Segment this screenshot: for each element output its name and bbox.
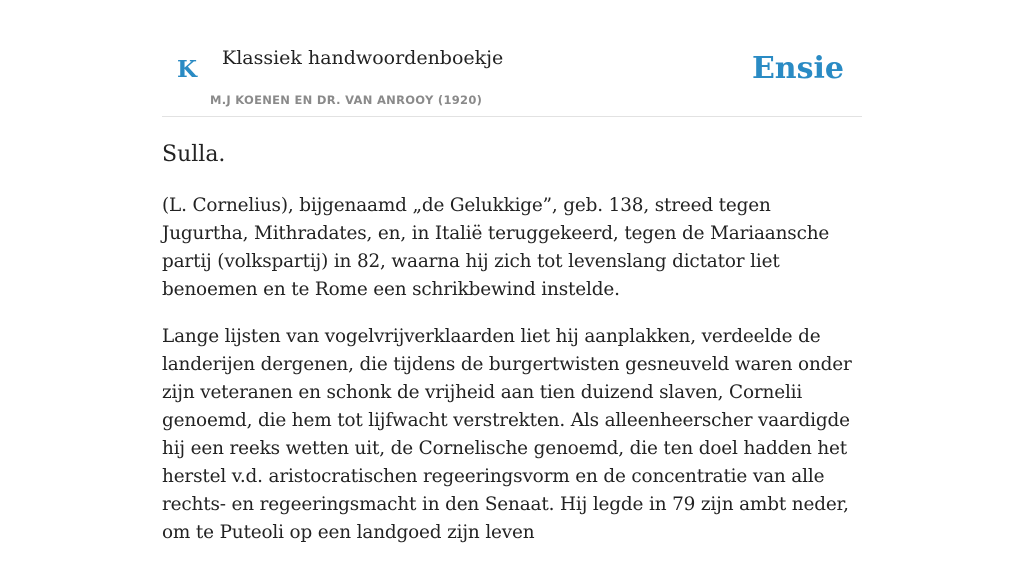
entry-paragraph: Lange lijsten van vogelvrijverklaarden liet hij aanplakken, verdeelde de landerijen dergenen, die tijdens de burgertwisten gesneuveld waren onder zijn veteranen en schonk de vrijheid aan tien duizend slaven, Cornelii genoemd, die hem tot lijfwacht verstrekten. Als alleenheerscher vaardigde hij een reeks wetten uit, de Cornelische genoemd, die ten doel hadden het herstel v.d. aristocratischen regeeringsvorm en de concentratie van alle rechts- en regeeringsmacht in den Senaat. Hij legde in 79 zijn ambt neder, om te Puteoli op een landgoed zijn leven [162, 326, 852, 543]
ensie-logo[interactable]: Ensie [751, 51, 844, 86]
entry-content [162, 192, 862, 566]
source-header [162, 0, 862, 117]
book-title[interactable]: Klassiek handwoordenboekje [222, 47, 504, 69]
source-logo: K [177, 56, 197, 83]
entry-paragraph: (L. Cornelius), bijgenaamd „de Gelukkige”, geb. 138, streed tegen Jugurtha, Mithradates, en, in Italië teruggekeerd, tegen de Mariaansche partij (volkspartij) in 82, waarna hij zich tot levenslang dictator liet benoemen en te Rome een schrikbewind instelde. [162, 195, 830, 300]
book-author: M.J KOENEN EN DR. VAN ANROOY (1920) [210, 93, 483, 107]
entry-title: Sulla. [162, 142, 226, 167]
page-container [162, 0, 862, 543]
